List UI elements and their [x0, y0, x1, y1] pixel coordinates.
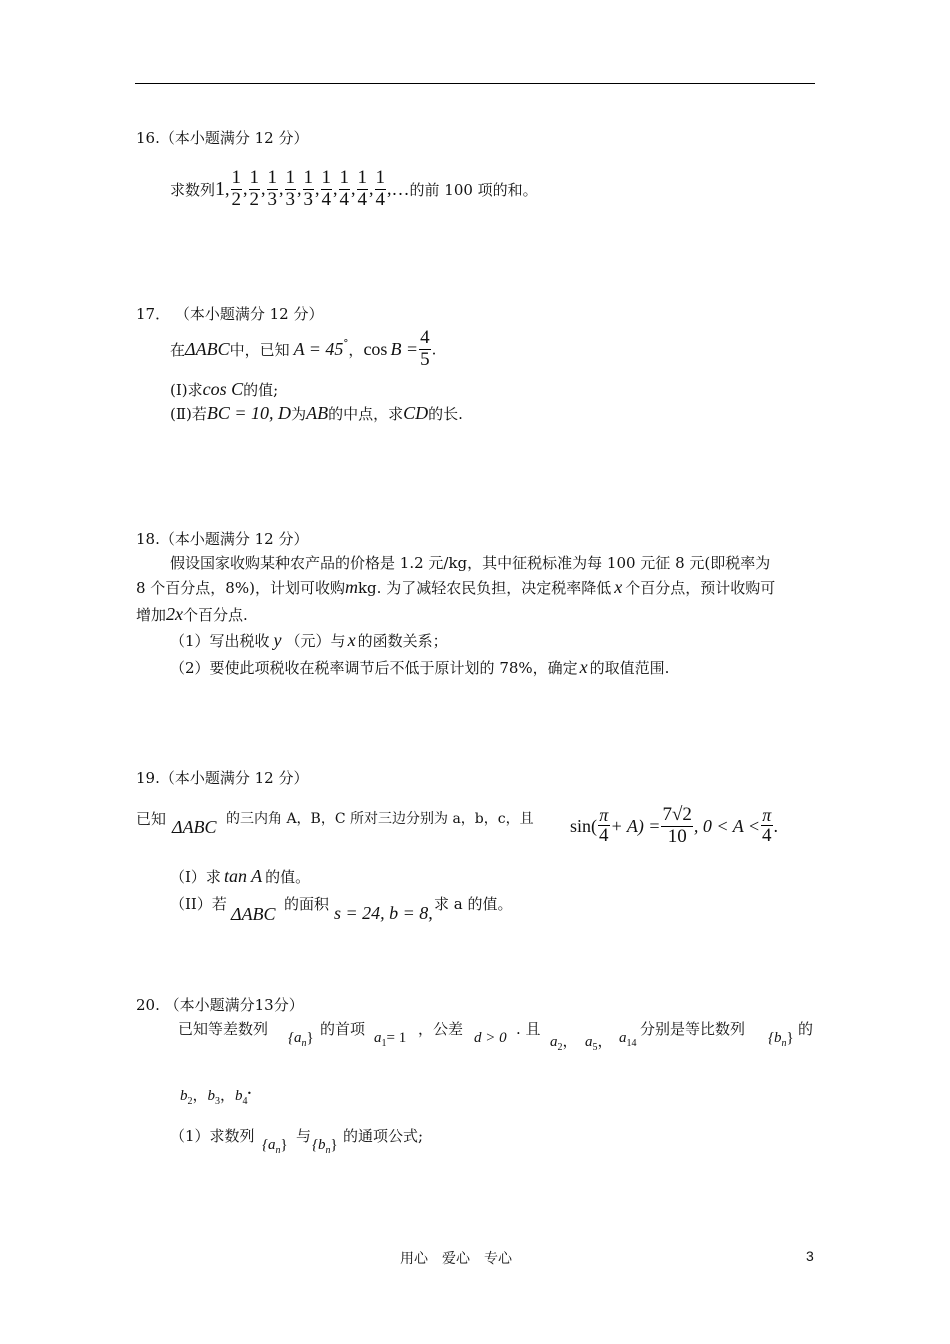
q19-sqrt2: √2 — [671, 804, 692, 825]
q18-p1b: （元）与 — [285, 632, 346, 650]
q18-2x: 2x — [166, 604, 184, 624]
page-number: 3 — [806, 1248, 814, 1264]
q20-p1-bn-open: {b — [312, 1137, 326, 1153]
q16-fraction-num: 1 — [303, 167, 314, 188]
q16-comma: , — [333, 178, 338, 199]
q20-comma-1: ， — [562, 1034, 578, 1050]
q19-mid: 的三内角 A，B，C 所对三边分别为 a，b，c，且 — [226, 811, 534, 827]
q19-p1b: 的值。 — [265, 868, 311, 886]
q16-fraction-den: 3 — [285, 188, 296, 210]
q16-fraction-den: 4 — [321, 188, 332, 210]
q20-dot: . — [247, 1082, 252, 1098]
footer-slogan: 用心 爱心 专心 — [400, 1251, 512, 1267]
q20-p1-bn-close: } — [330, 1137, 338, 1153]
q16-fraction — [375, 168, 387, 211]
q20-p1a: （1）求数列 — [170, 1127, 255, 1145]
q16-fraction-den: 2 — [231, 188, 242, 210]
q20-a2-sub: 2 — [557, 1042, 563, 1053]
q18-l2c: 个百分点，预计收购可 — [625, 579, 776, 597]
q16-fraction — [267, 168, 279, 211]
q20-b4-var: b — [235, 1088, 243, 1104]
q20-l1a: 已知等差数列 — [178, 1020, 269, 1038]
q20-p1-an-close: } — [280, 1137, 288, 1153]
q16-fraction-num: 1 — [339, 167, 350, 188]
q18-x: x — [614, 577, 623, 597]
q20-b2-sub: 2 — [187, 1096, 193, 1107]
q19-sin: sin( — [570, 815, 597, 836]
q16-fraction-den: 4 — [375, 188, 386, 210]
q19-part2-end: 求 a 的值。 — [434, 895, 513, 913]
q19-four: 4 — [599, 825, 609, 847]
q20-a14 — [619, 1030, 637, 1049]
q20-a5-sub: 5 — [592, 1042, 598, 1053]
q19-pi-b: π — [762, 804, 772, 825]
q16-fraction-den: 3 — [267, 188, 278, 210]
q16-fraction-den: 3 — [303, 188, 314, 210]
q16-fraction-num: 1 — [357, 167, 368, 188]
q20-p1-bn-sub: n — [325, 1145, 331, 1156]
q20-a14-sub: 14 — [626, 1038, 637, 1049]
q18-line1: 假设国家收购某种农产品的价格是 1.2 元/kg，其中征税标准为每 100 元征 8 元(即税率为 — [170, 554, 771, 572]
q16-comma: , — [315, 178, 320, 199]
q20-b3-var: b — [207, 1088, 216, 1104]
q20-l1e: 分别是等比数列 — [640, 1020, 746, 1038]
q18-line2 — [136, 577, 775, 598]
q16-fraction-num: 1 — [267, 167, 278, 188]
q17-fraction — [419, 328, 431, 371]
q17-cd: CD — [403, 403, 429, 423]
q19-pre: 已知 — [136, 810, 167, 828]
q20-comma-2: ， — [597, 1034, 613, 1050]
q18-l3a: 增加 — [136, 606, 167, 624]
q18-p1x: x — [347, 630, 356, 650]
q16-post: 的前 100 项的和。 — [409, 180, 538, 199]
q17-part2-label: (Ⅱ)若 — [170, 405, 207, 423]
q16-fraction-num: 1 — [231, 167, 242, 188]
q17-comma: ， — [348, 340, 364, 359]
q17-line1 — [170, 328, 436, 371]
q17-part1-label: (Ⅰ)求 — [170, 381, 203, 399]
q16-first-term: 1 — [215, 177, 226, 200]
q18-m: m — [344, 577, 358, 597]
q16-ellipsis: … — [391, 178, 410, 199]
q20-an-sub: n — [301, 1038, 307, 1049]
q19-ten: 10 — [667, 825, 687, 847]
q18-part1 — [170, 630, 448, 651]
q20-p1b: 与 — [296, 1127, 312, 1145]
q16-comma: , — [243, 178, 248, 199]
q20-b2-var: b — [180, 1088, 188, 1104]
q20-bn-open: {b — [768, 1030, 782, 1046]
q19-triangle: ΔABC — [172, 817, 217, 837]
q17-part2-end: 的长. — [428, 405, 463, 423]
q17-ab: AB — [306, 403, 329, 423]
q19-part2-triangle: ΔABC — [231, 904, 276, 924]
q18-p1c: 的函数关系； — [357, 632, 448, 650]
q20-heading: 20. （本小题满分13分） — [136, 996, 304, 1014]
q18-l2b: kg. 为了减轻农民负担，决定税率降低 — [357, 579, 612, 597]
q16-fraction — [231, 168, 243, 211]
q16-comma: , — [279, 178, 284, 199]
q20-p1-an-sub: n — [275, 1145, 281, 1156]
q20-a5 — [585, 1030, 613, 1053]
q16-fraction-num: 1 — [249, 167, 260, 188]
q16-comma: , — [387, 178, 392, 199]
q20-bn-close: } — [786, 1030, 794, 1046]
q16-comma: , — [369, 178, 374, 199]
q16-fraction-list — [230, 167, 392, 210]
q16-fraction — [321, 168, 333, 211]
q20-a2 — [550, 1030, 578, 1053]
q20-a1 — [374, 1030, 406, 1049]
q19-part2-area: 的面积 — [284, 895, 330, 913]
q19-end: . — [773, 815, 779, 836]
q18-line3 — [136, 604, 248, 625]
q19-part2-math: s = 24, b = 8, — [334, 903, 433, 923]
q17-part2 — [170, 403, 463, 424]
q17-angle: A = 45 — [293, 338, 344, 359]
q20-l1d: . 且 — [516, 1020, 541, 1038]
q20-p1c: 的通项公式; — [343, 1127, 424, 1145]
q16-fraction — [303, 168, 315, 211]
q19-frac-7root2 — [661, 805, 692, 848]
q17-text-as: 为 — [291, 405, 307, 423]
q20-an-set — [288, 1030, 314, 1049]
q19-ineq: , 0 < A < — [693, 815, 761, 836]
q18-p2x: x — [579, 657, 588, 677]
q17-part1-end: 的值; — [243, 381, 279, 399]
q18-l3b: 个百分点. — [183, 606, 248, 624]
q17-text-known: 中，已知 — [229, 340, 290, 359]
q20-l1f: 的 — [798, 1020, 814, 1038]
q16-heading: 16.（本小题满分 12 分） — [136, 129, 309, 147]
q17-text-mid: 的中点，求 — [328, 405, 404, 423]
q17-period: . — [431, 340, 437, 359]
q16-comma: , — [351, 178, 356, 199]
q20-a1-var: a — [374, 1030, 382, 1046]
q20-l1c: ，公差 — [418, 1020, 464, 1038]
q20-p1-an-open: {a — [262, 1137, 276, 1153]
q20-p1-an — [262, 1137, 288, 1156]
q20-a1-sub: 1 — [381, 1038, 387, 1049]
q20-a2-var: a — [550, 1034, 558, 1050]
q16-fraction-num: 1 — [321, 167, 332, 188]
q20-l1b: 的首项 — [320, 1020, 366, 1038]
q17-part1 — [170, 379, 278, 400]
q19-four-b: 4 — [762, 825, 772, 847]
q19-formula — [570, 805, 778, 848]
q18-p2b: 的取值范围. — [589, 659, 670, 677]
q19-heading: 19.（本小题满分 12 分） — [136, 769, 309, 787]
q16-comma: , — [261, 178, 266, 199]
q20-a1-eq: = 1 — [386, 1030, 407, 1046]
q16-pre: 求数列 — [170, 180, 216, 199]
q18-y: y — [273, 630, 282, 650]
q16-fraction-num: 1 — [285, 167, 296, 188]
q19-part2-label: （II）若 — [170, 895, 227, 913]
q20-bn-set — [768, 1030, 794, 1049]
q20-bn-sub: n — [781, 1038, 787, 1049]
q20-d: d > 0 — [474, 1030, 507, 1046]
q20-a5-var: a — [585, 1034, 593, 1050]
q19-p1a: （I）求 — [170, 868, 221, 886]
q16-comma: , — [297, 178, 302, 199]
q19-frac-pi4 — [598, 806, 610, 848]
q16-fraction — [285, 168, 297, 211]
q18-part2 — [170, 657, 669, 678]
q18-l2a: 8 个百分点，8%)，计划可收购 — [136, 579, 345, 597]
q17-frac-den: 5 — [420, 348, 430, 370]
q17-bc: BC = 10, D — [206, 403, 292, 423]
q16-fraction — [249, 168, 261, 211]
q17-text-in: 在 — [170, 340, 186, 359]
q17-heading: 17． （本小题满分 12 分） — [136, 305, 324, 323]
q19-tanA: tan A — [223, 866, 263, 886]
q19-frac-pi4b — [761, 806, 773, 848]
q18-heading: 18.（本小题满分 12 分） — [136, 530, 309, 548]
q16-fraction-num: 1 — [375, 167, 386, 188]
q20-p1-bn — [312, 1137, 338, 1156]
q20-an-open: {a — [288, 1030, 302, 1046]
header-rule — [135, 83, 815, 84]
q17-cosC: cos C — [202, 379, 244, 399]
q19-seven: 7 — [662, 804, 672, 825]
q16-fraction-den: 4 — [339, 188, 350, 210]
q20-b3-sub: 3 — [215, 1096, 221, 1107]
q17-cos: cos — [363, 338, 388, 359]
q16-sequence-line: 求数列1, $\frac{1}{2}$ , $\frac{1}{2}$ , $\frac{1}{3}$ , $\frac{1}{3}$ , $\frac{1}{3}$ , $\frac{1}{4}$ , $\frac{1}{4}$ , $\frac{1}{4}$ , $\frac{1}{4}$ ,…的前 100 项的和。 — [170, 167, 538, 210]
q16-fraction-den: 4 — [357, 188, 368, 210]
q17-degree: ° — [343, 338, 349, 350]
q16-fraction — [339, 168, 351, 211]
q16-fraction-den: 2 — [249, 188, 260, 210]
q20-b4-sub: 4 — [242, 1096, 248, 1107]
q19-part1 — [170, 866, 310, 887]
q17-frac-num: 4 — [420, 327, 430, 348]
q20-comma-b3: ， — [220, 1088, 236, 1104]
q20-comma-b2: ， — [192, 1088, 208, 1104]
q20-an-close: } — [306, 1030, 314, 1046]
q20-b-terms — [180, 1082, 251, 1107]
q16-fraction — [357, 168, 369, 211]
q20-a14-var: a — [619, 1030, 627, 1046]
q18-p2a: （2）要使此项税收在税率调节后不低于原计划的 78%，确定 — [170, 659, 578, 677]
q19-pi: π — [599, 804, 609, 825]
q19-plus-a: + A) = — [610, 815, 661, 836]
q18-p1a: （1）写出税收 — [170, 632, 270, 650]
q17-triangle: ΔABC — [185, 338, 230, 359]
q17-cos-var: B = — [390, 338, 419, 359]
